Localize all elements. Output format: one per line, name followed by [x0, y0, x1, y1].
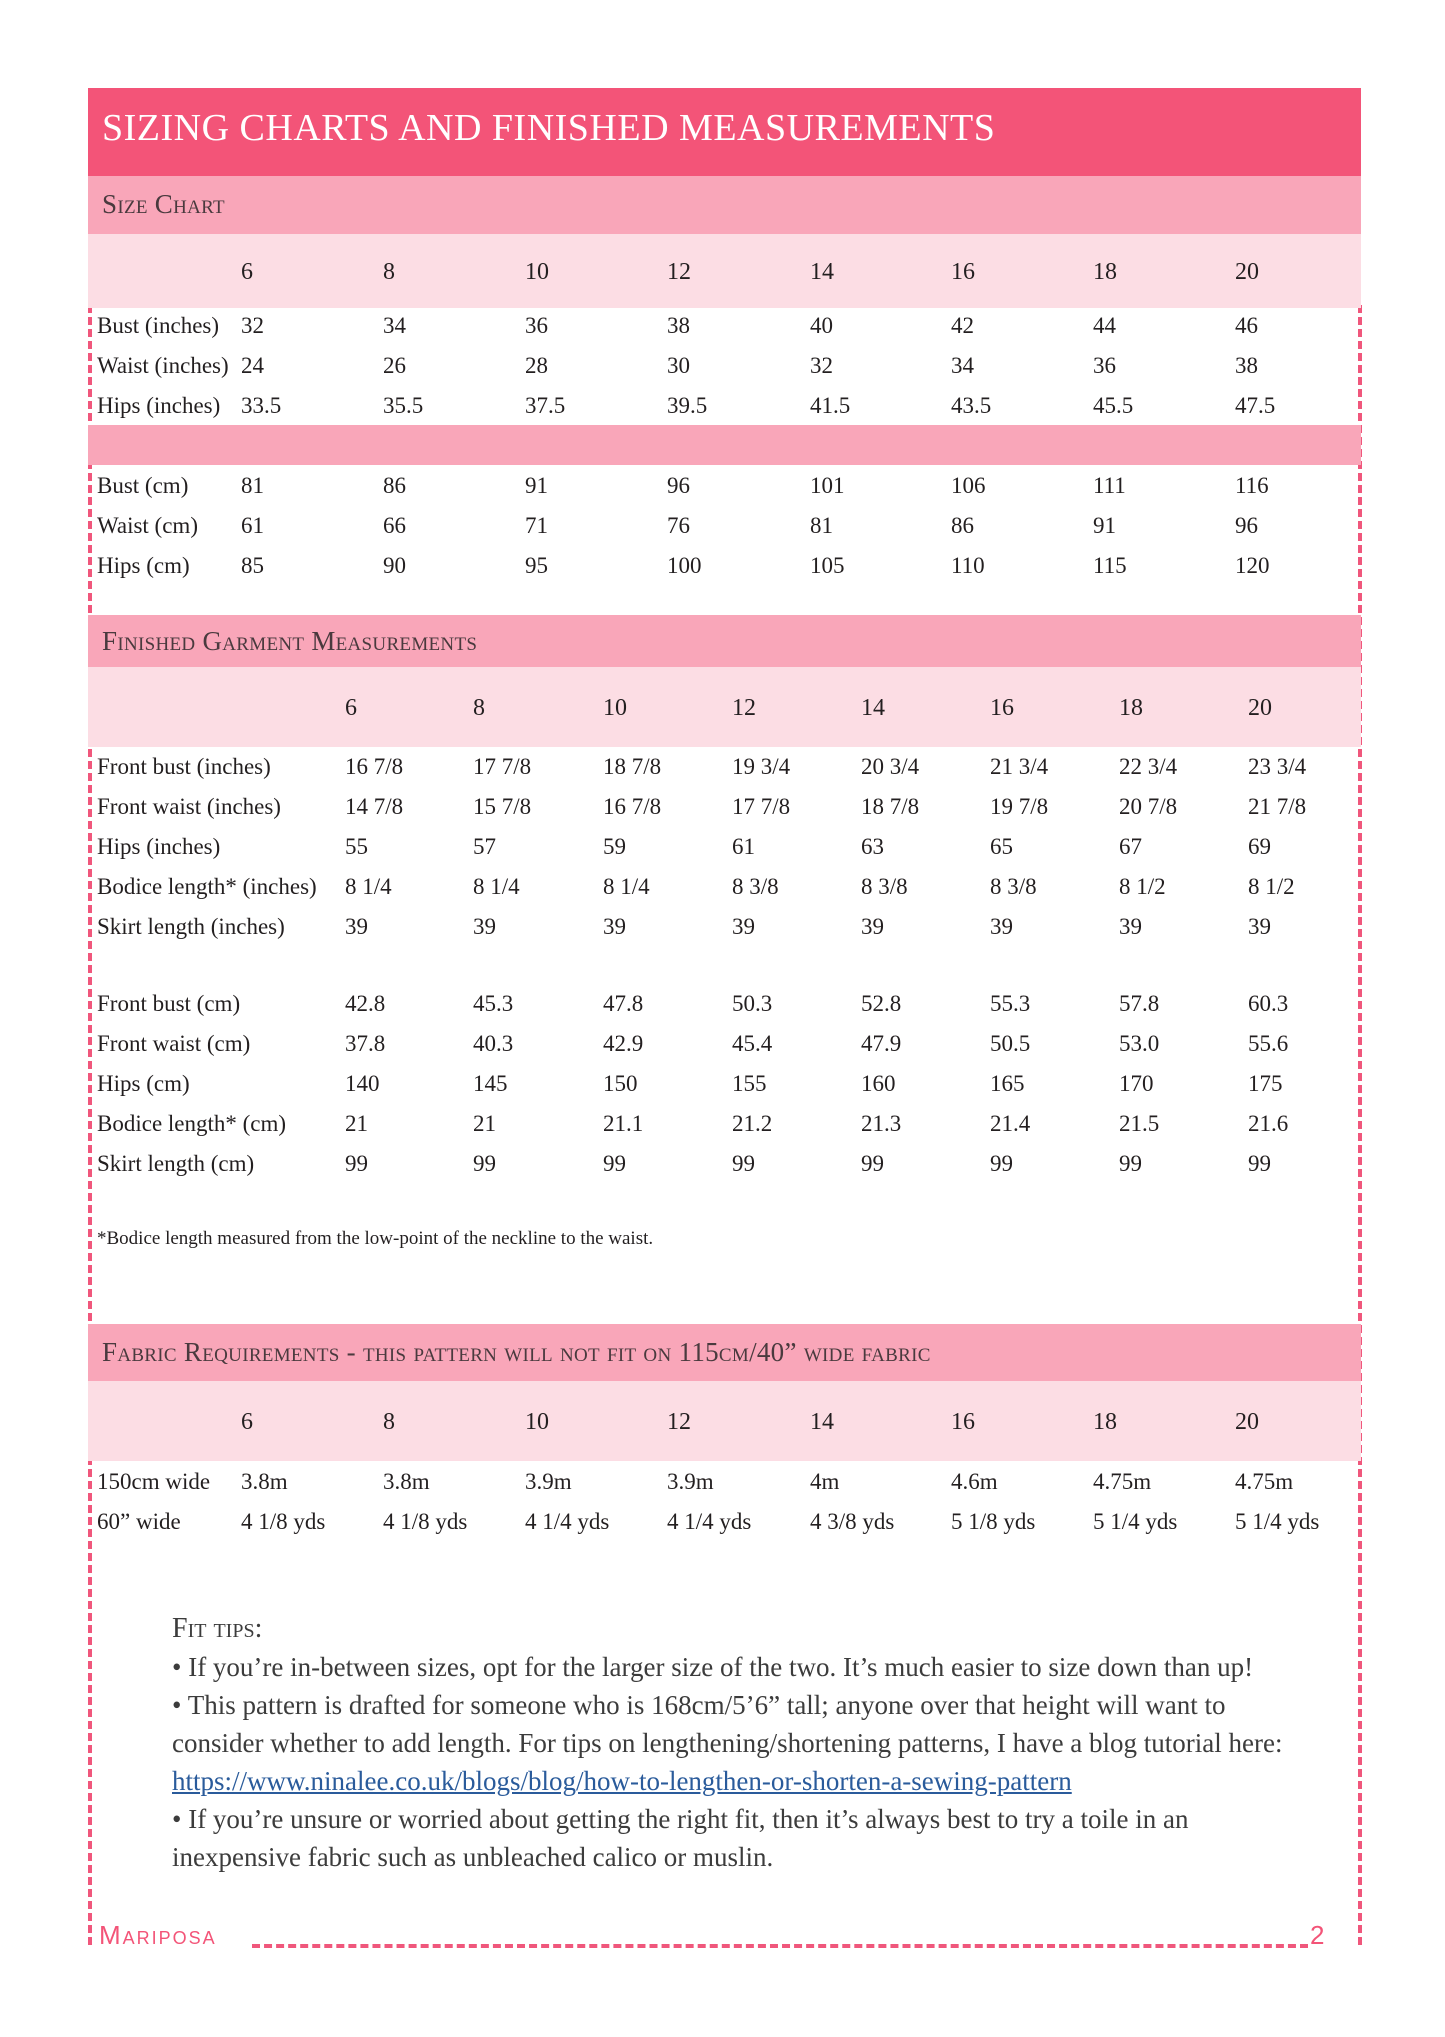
table-cell: 21 [473, 1111, 496, 1136]
table-cell: 55.3 [990, 991, 1031, 1016]
table-cell: 61 [732, 834, 755, 859]
table-cell: 3.9m [667, 1469, 714, 1494]
table-cell: 46 [1235, 313, 1258, 338]
row-label: Bodice length* (inches) [97, 874, 317, 899]
fit-tip-1: • If you’re in-between sizes, opt for the larger size of the two. It’s much easier to size down than up! [172, 1652, 1254, 1682]
table-cell: 21.5 [1119, 1111, 1160, 1136]
table-cell: 86 [383, 473, 406, 498]
frame-left-border [88, 305, 92, 1945]
table-cell: 155 [732, 1071, 767, 1096]
row-label: Skirt length (inches) [97, 914, 285, 939]
table-cell: 38 [667, 313, 690, 338]
table-cell: 26 [383, 353, 406, 378]
size-header-8: 8 [383, 1409, 395, 1435]
table-cell: 42 [951, 313, 974, 338]
size-header-12: 12 [667, 259, 691, 285]
table-cell: 34 [383, 313, 406, 338]
table-cell: 116 [1235, 473, 1269, 498]
table-cell: 50.3 [732, 991, 773, 1016]
table-cell: 145 [473, 1071, 508, 1096]
table-cell: 60.3 [1248, 991, 1289, 1016]
table-cell: 99 [473, 1151, 496, 1176]
table-cell: 39 [732, 914, 755, 939]
table-cell: 4 1/8 yds [241, 1509, 326, 1534]
row-label: Hips (cm) [97, 553, 190, 578]
fit-tips [172, 1610, 1302, 1876]
table-cell: 18 7/8 [861, 794, 920, 819]
table-cell: 39 [1119, 914, 1142, 939]
row-label: Waist (cm) [97, 513, 198, 538]
table-cell: 21.1 [603, 1111, 644, 1136]
table-cell: 4.6m [951, 1469, 998, 1494]
size-header-16: 16 [951, 259, 975, 285]
fit-tip-2-text: • This pattern is drafted for someone who is 168cm/5’6” tall; anyone over that height will want to consider whether to add length. For tips on lengthening/shortening patterns, I have a blog tutorial here: [172, 1690, 1283, 1758]
table-cell: 120 [1235, 553, 1270, 578]
table-cell: 115 [1093, 553, 1127, 578]
table-cell: 8 1/4 [603, 874, 650, 899]
table-cell: 47.9 [861, 1031, 902, 1056]
table-cell: 91 [525, 473, 548, 498]
table-cell: 23 3/4 [1248, 754, 1307, 779]
table-cell: 53.0 [1119, 1031, 1160, 1056]
row-label: 150cm wide [97, 1469, 211, 1494]
table-cell: 111 [1093, 473, 1126, 498]
size-header-8: 8 [383, 259, 395, 285]
row-label: Hips (cm) [97, 1071, 190, 1096]
table-cell: 39 [1248, 914, 1271, 939]
table-cell: 17 7/8 [732, 794, 791, 819]
size-header-16: 16 [951, 1409, 975, 1435]
table-cell: 42.9 [603, 1031, 644, 1056]
table-cell: 20 7/8 [1119, 794, 1178, 819]
table-cell: 95 [525, 553, 548, 578]
table-cell: 4 1/4 yds [525, 1509, 610, 1534]
table-cell: 8 3/8 [990, 874, 1037, 899]
table-cell: 32 [810, 353, 833, 378]
table-cell: 69 [1248, 834, 1271, 859]
table-cell: 3.8m [241, 1469, 288, 1494]
fit-tip-2 [172, 1686, 1302, 1800]
table-cell: 140 [345, 1071, 380, 1096]
table-cell: 4.75m [1093, 1469, 1152, 1494]
table-cell: 66 [383, 513, 406, 538]
table-cell: 21.6 [1248, 1111, 1289, 1136]
blog-tutorial-link[interactable]: https://www.ninalee.co.uk/blogs/blog/how-to-lengthen-or-shorten-a-sewing-pattern [172, 1766, 1072, 1796]
table-cell: 99 [345, 1151, 368, 1176]
table-cell: 45.5 [1093, 393, 1134, 418]
row-label: Bodice length* (cm) [97, 1111, 287, 1136]
table-cell: 99 [861, 1151, 884, 1176]
table-cell: 37.5 [525, 393, 566, 418]
fabric-size-row [88, 1381, 1361, 1461]
table-cell: 105 [810, 553, 845, 578]
table-cell: 8 1/4 [345, 874, 392, 899]
row-label: Front bust (inches) [97, 754, 271, 779]
table-cell: 59 [603, 834, 626, 859]
table-cell: 85 [241, 553, 264, 578]
table-cell: 45.3 [473, 991, 514, 1016]
table-cell: 15 7/8 [473, 794, 532, 819]
size-header-14: 14 [810, 1409, 834, 1435]
fit-tips-title: Fit tips: [172, 1613, 263, 1644]
table-cell: 5 1/4 yds [1235, 1509, 1320, 1534]
table-cell: 106 [951, 473, 986, 498]
table-cell: 61 [241, 513, 264, 538]
table-cell: 99 [1248, 1151, 1271, 1176]
size-chart-size-row [88, 234, 1361, 308]
row-label: Front waist (cm) [97, 1031, 251, 1056]
size-header-18: 18 [1093, 1409, 1117, 1435]
table-cell: 21.4 [990, 1111, 1031, 1136]
size-header-12: 12 [732, 695, 756, 721]
table-cell: 35.5 [383, 393, 424, 418]
table-cell: 21.2 [732, 1111, 773, 1136]
table-cell: 24 [241, 353, 264, 378]
row-label: 60” wide [97, 1509, 181, 1534]
table-cell: 76 [667, 513, 690, 538]
size-header-14: 14 [810, 259, 834, 285]
fabric-title: Fabric Requirements - this pattern will not fit on 115cm/40” wide fabric [102, 1337, 931, 1367]
table-cell: 3.9m [525, 1469, 572, 1494]
table-cell: 38 [1235, 353, 1258, 378]
page-title-bar [88, 88, 1361, 176]
size-header-16: 16 [990, 695, 1014, 721]
size-header-6: 6 [241, 1409, 253, 1435]
table-cell: 39 [473, 914, 496, 939]
table-cell: 57.8 [1119, 991, 1160, 1016]
frame-bottom-border [252, 1944, 1308, 1948]
table-cell: 50.5 [990, 1031, 1031, 1056]
size-header-18: 18 [1119, 695, 1143, 721]
table-cell: 41.5 [810, 393, 851, 418]
size-chart-title: Size Chart [102, 189, 225, 219]
size-header-14: 14 [861, 695, 885, 721]
table-cell: 4 3/8 yds [810, 1509, 895, 1534]
table-cell: 170 [1119, 1071, 1154, 1096]
table-cell: 55.6 [1248, 1031, 1289, 1056]
page-title: SIZING CHARTS AND FINISHED MEASUREMENTS [102, 107, 996, 149]
size-header-12: 12 [667, 1409, 691, 1435]
table-cell: 99 [603, 1151, 626, 1176]
table-cell: 165 [990, 1071, 1025, 1096]
table-cell: 19 3/4 [732, 754, 791, 779]
table-cell: 4 1/8 yds [383, 1509, 468, 1534]
table-cell: 86 [951, 513, 974, 538]
table-cell: 96 [667, 473, 690, 498]
table-cell: 8 1/4 [473, 874, 520, 899]
table-cell: 8 1/2 [1119, 874, 1166, 899]
size-header-18: 18 [1093, 259, 1117, 285]
table-cell: 36 [525, 313, 548, 338]
size-header-6: 6 [241, 259, 253, 285]
table-cell: 36 [1093, 353, 1116, 378]
finished-header [88, 615, 1361, 667]
table-cell: 90 [383, 553, 406, 578]
size-chart-divider [88, 425, 1361, 465]
table-cell: 42.8 [345, 991, 386, 1016]
frame-right-border [1358, 305, 1362, 1945]
table-cell: 65 [990, 834, 1013, 859]
row-label: Bust (inches) [97, 313, 220, 338]
table-cell: 99 [732, 1151, 755, 1176]
row-label: Waist (inches) [97, 353, 229, 378]
table-cell: 45.4 [732, 1031, 773, 1056]
row-label: Front waist (inches) [97, 794, 281, 819]
row-label: Hips (inches) [97, 393, 221, 418]
table-cell: 34 [951, 353, 974, 378]
table-cell: 99 [990, 1151, 1013, 1176]
size-header-6: 6 [345, 695, 357, 721]
table-cell: 44 [1093, 313, 1116, 338]
bodice-footnote: *Bodice length measured from the low-point of the neckline to the waist. [97, 1228, 654, 1249]
table-cell: 99 [1119, 1151, 1142, 1176]
table-cell: 39 [861, 914, 884, 939]
finished-size-row [88, 667, 1361, 747]
table-cell: 32 [241, 313, 264, 338]
table-cell: 4m [810, 1469, 840, 1494]
table-cell: 47.8 [603, 991, 644, 1016]
table-cell: 71 [525, 513, 548, 538]
table-cell: 16 7/8 [345, 754, 404, 779]
table-cell: 110 [951, 553, 985, 578]
table-cell: 39 [990, 914, 1013, 939]
size-header-20: 20 [1235, 259, 1259, 285]
table-cell: 14 7/8 [345, 794, 404, 819]
fabric-header [88, 1324, 1361, 1381]
table-cell: 5 1/4 yds [1093, 1509, 1178, 1534]
table-cell: 39 [603, 914, 626, 939]
table-cell: 22 3/4 [1119, 754, 1178, 779]
table-cell: 21 [345, 1111, 368, 1136]
table-cell: 39 [345, 914, 368, 939]
table-cell: 91 [1093, 513, 1116, 538]
size-header-10: 10 [525, 259, 549, 285]
row-label: Bust (cm) [97, 473, 189, 498]
table-cell: 21.3 [861, 1111, 902, 1136]
table-cell: 21 7/8 [1248, 794, 1307, 819]
table-cell: 8 3/8 [732, 874, 779, 899]
page-number: 2 [1310, 1920, 1325, 1950]
table-cell: 40.3 [473, 1031, 514, 1056]
table-cell: 175 [1248, 1071, 1283, 1096]
table-cell: 160 [861, 1071, 896, 1096]
table-cell: 101 [810, 473, 845, 498]
table-cell: 8 3/8 [861, 874, 908, 899]
table-cell: 67 [1119, 834, 1142, 859]
size-chart-header [88, 176, 1361, 234]
table-cell: 37.8 [345, 1031, 386, 1056]
table-cell: 40 [810, 313, 833, 338]
table-cell: 16 7/8 [603, 794, 662, 819]
table-cell: 63 [861, 834, 884, 859]
size-header-20: 20 [1248, 695, 1272, 721]
table-cell: 5 1/8 yds [951, 1509, 1036, 1534]
size-header-10: 10 [525, 1409, 549, 1435]
table-cell: 19 7/8 [990, 794, 1049, 819]
finished-title: Finished Garment Measurements [102, 626, 478, 656]
table-cell: 47.5 [1235, 393, 1276, 418]
size-header-20: 20 [1235, 1409, 1259, 1435]
table-cell: 43.5 [951, 393, 992, 418]
footer-brand: Mariposa [99, 1920, 217, 1950]
row-label: Front bust (cm) [97, 991, 241, 1016]
row-label: Skirt length (cm) [97, 1151, 255, 1176]
table-cell: 81 [241, 473, 264, 498]
table-cell: 57 [473, 834, 496, 859]
table-cell: 21 3/4 [990, 754, 1049, 779]
table-cell: 81 [810, 513, 833, 538]
row-label: Hips (inches) [97, 834, 221, 859]
fit-tip-3: • If you’re unsure or worried about getting the right fit, then it’s always best to try a toile in an inexpensive fabric such as unbleached calico or muslin. [172, 1804, 1189, 1872]
table-cell: 33.5 [241, 393, 282, 418]
table-cell: 20 3/4 [861, 754, 920, 779]
table-cell: 3.8m [383, 1469, 430, 1494]
table-cell: 4 1/4 yds [667, 1509, 752, 1534]
table-cell: 100 [667, 553, 702, 578]
table-cell: 4.75m [1235, 1469, 1294, 1494]
table-cell: 150 [603, 1071, 638, 1096]
size-header-8: 8 [473, 695, 485, 721]
table-cell: 17 7/8 [473, 754, 532, 779]
size-header-10: 10 [603, 695, 627, 721]
table-cell: 39.5 [667, 393, 708, 418]
table-cell: 52.8 [861, 991, 902, 1016]
table-cell: 28 [525, 353, 548, 378]
table-cell: 96 [1235, 513, 1258, 538]
table-cell: 55 [345, 834, 368, 859]
table-cell: 18 7/8 [603, 754, 662, 779]
table-cell: 30 [667, 353, 690, 378]
table-cell: 8 1/2 [1248, 874, 1295, 899]
